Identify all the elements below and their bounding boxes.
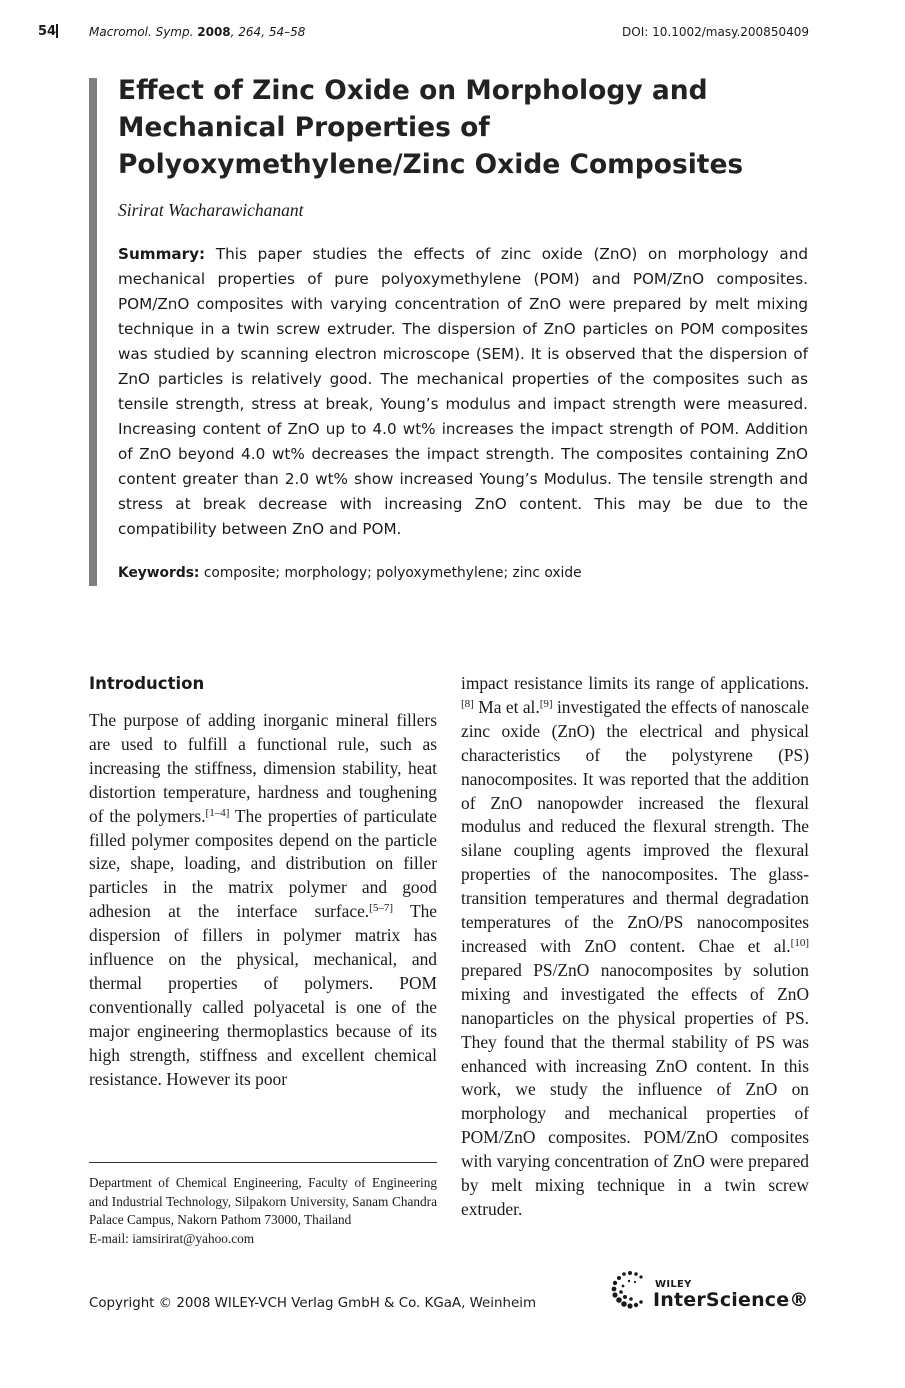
journal-year: 2008: [197, 25, 231, 39]
author-name: Sirirat Wacharawichanant: [118, 200, 304, 220]
intro-text: The dispersion of fillers in polymer matrix has influence on the physical, mechanical, and thermal properties of polymers. POM conventionally called polyacetal is one of the major engineering thermoplastics because of its high strength, stiffness and excellent chemical resistance. However its poor: [89, 901, 437, 1089]
interscience-logo: [607, 1266, 817, 1316]
intro-paragraph-right: [461, 672, 809, 1222]
page-number: 54: [38, 24, 57, 39]
copyright-notice: Copyright © 2008 WILEY-VCH Verlag GmbH & Co. KGaA, Weinheim: [89, 1296, 536, 1311]
page-number-divider: [56, 24, 58, 38]
author-footnote: [89, 1174, 437, 1248]
journal-citation: [89, 25, 305, 39]
section-heading-introduction: Introduction: [89, 674, 205, 693]
citation-ref: [9]: [539, 697, 553, 710]
doi: DOI: 10.1002/masy.200850409: [622, 25, 809, 39]
logo-wiley-text: WILEY: [655, 1279, 692, 1290]
journal-name: Macromol. Symp.: [89, 25, 194, 39]
article-title: Effect of Zinc Oxide on Morphology and Mechanical Properties of Polyoxymethylene/Zinc Oxide Composites: [118, 75, 744, 180]
title-accent-bar: [89, 78, 97, 586]
intro-text: prepared PS/ZnO nanocomposites by solution mixing and investigated the effects of ZnO nanoparticles on the physical properties of PS. They found that the thermal stability of PS was enhanced with increasing ZnO content. In this work, we study the influence of ZnO on morphology and mechanical properties of POM/ZnO composites. POM/ZnO composites with varying concentration of ZnO were prepared by melt mixing technique in a twin screw extruder.: [461, 959, 809, 1219]
swirl-logo-icon: [607, 1266, 653, 1312]
journal-volume-pages: , 264, 54–58: [230, 25, 306, 39]
intro-paragraph-left: [89, 709, 437, 1092]
left-column: [89, 672, 437, 1092]
keywords-text: composite; morphology; polyoxymethylene; zinc oxide: [203, 565, 582, 581]
keywords-line: [118, 565, 582, 581]
affiliation: Department of Chemical Engineering, Faculty of Engineering and Industrial Technology, Silpakorn University, Sanam Chandra Palace Campus, Nakorn Pathom 73000, Thailand: [89, 1175, 437, 1227]
running-header: [38, 24, 809, 44]
logo-interscience-text: InterScience®: [653, 1289, 809, 1311]
citation-ref: [10]: [790, 936, 809, 949]
intro-text: The properties of particulate filled polymer composites depend on the particle size, shape, loading, and distribution on filler particles in the matrix polymer and good adhesion at the interface surface.: [89, 805, 437, 922]
citation-ref: [5–7]: [369, 902, 393, 915]
summary-label: Summary:: [118, 245, 206, 263]
footnote-rule: [89, 1162, 437, 1163]
citation-ref: [1–4]: [205, 806, 230, 819]
intro-text: The purpose of adding inorganic mineral fillers are used to fulfill a functional rule, such as increasing the stiffness, dimension stability, heat distortion temperature, hardness and toughening of the polymers.: [89, 710, 437, 826]
intro-text: investigated the effects of nanoscale zinc oxide (ZnO) the electrical and physical characteristics of the polystyrene (PS) nanocomposites. It was reported that the addition of ZnO nanopowder increased the flexural modulus and reduced the flexural strength. The silane coupling agents improved the flexural properties of the nanocomposites. The glass-transition temperatures and thermal degradation temperatures of the ZnO/PS nanocomposites increased with ZnO content. Chae et al.: [461, 696, 809, 956]
right-column: [461, 672, 809, 1222]
keywords-label: Keywords:: [118, 565, 200, 581]
intro-text: Ma et al.: [473, 696, 540, 717]
citation-ref: [8]: [461, 697, 474, 710]
summary-text: This paper studies the effects of zinc oxide (ZnO) on morphology and mechanical properties of pure polyoxymethylene (POM) and POM/ZnO composites. POM/ZnO composites with varying concentration of ZnO were prepared by melt mixing technique in a twin screw extruder. The dispersion of ZnO particles on POM composites was studied by scanning electron microscope (SEM). It is observed that the dispersion of ZnO particles is relatively good. The mechanical properties of the composites such as tensile strength, stress at break, Young’s modulus and impact strength were measured. Increasing content of ZnO up to 4.0 wt% increases the impact strength of POM. Addition of ZnO beyond 4.0 wt% decreases the impact strength. The composites containing ZnO content greater than 2.0 wt% show increased Young’s Modulus. The tensile strength and stress at break decrease with increasing ZnO content. This may be due to the compatibility between ZnO and POM.: [118, 245, 808, 538]
intro-text: impact resistance limits its range of applications.: [461, 673, 809, 693]
author-email: E-mail: iamsirirat@yahoo.com: [89, 1230, 255, 1246]
summary-paragraph: [118, 242, 808, 542]
